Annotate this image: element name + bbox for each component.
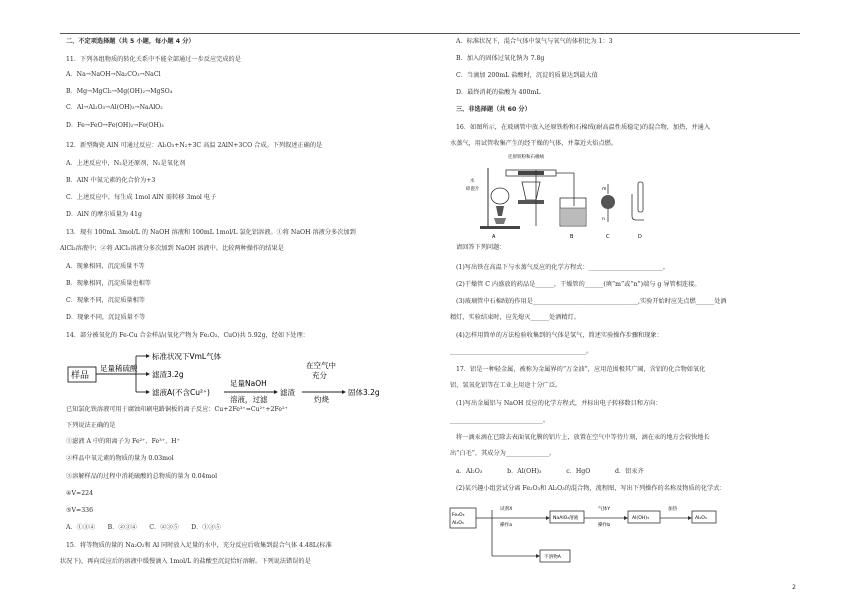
q16-part-4: (4)怎样用简单的方法检验收集到的气体是氢气，简述实验操作步骤和现象： <box>456 332 663 339</box>
q17-part-2: (2)某兴趣小组尝试分离 Fe₂O₃和 Al₂O₃的混合物，流程图，写出下列操作的名称及物质的化学式： <box>456 485 726 492</box>
q11-stem: 11．下列各组物质的转化关系中不能全部通过一步反应完成的是 <box>66 56 241 63</box>
q16-part-1: (1)写出铁在高温下与水蒸气反应的化学方程式：________________________。 <box>456 264 669 271</box>
q14-statement-2: ②样品中氧元素的物质的量为 0.03mol <box>66 455 174 462</box>
q17-part-1-note: 将一滴汞滴在已除去表面氧化膜的铝片上，放置在空气中等待片刻，滴在汞的地方会较快地长 <box>456 434 710 441</box>
q17-stem-cont: 铝、氢氧化铝等在工业上用途十分广泛。 <box>450 382 562 389</box>
q11-option-d: D．Fe→FeO→Fe(OH)₂→Fe(OH)₃ <box>66 122 164 129</box>
q14-stem: 14．部分被氧化的 Fe-Cu 合金样品(氧化产物为 Fe₂O₃、CuO)共 5.92g，经如下处理： <box>66 332 309 339</box>
q15-option-d: D．最终消耗的盐酸为 400mL <box>456 89 541 96</box>
q16-apparatus-figure <box>456 150 656 242</box>
fl-opa-label: 操作a <box>500 523 513 528</box>
header-rule <box>60 33 800 34</box>
q11-option-c: C．Al→Al₂O₃→Al(OH)₃→NaAlO₂ <box>66 104 163 111</box>
q11-option-a: A．Na→NaOH→Na₂CO₃→NaCl <box>66 71 161 78</box>
flow-filtrate-label: 滤液A(不含Cu²⁺) <box>152 388 210 397</box>
q17-flow-diagram <box>448 498 748 570</box>
fig-n-label: n <box>602 217 605 222</box>
q16-stem: 16．如图所示，在玻璃管中放入还原铁粉和石棉绒(耐高温性质稳定)的混合物，加热，并通入 <box>456 124 711 131</box>
q12-option-a: A．上述反应中，N₂是还原剂，N₂是氧化剂 <box>66 160 186 167</box>
fl-aloh3-label: Al(OH)₃ <box>632 516 649 521</box>
q14-ask: 下列说法正确的是 <box>66 422 116 429</box>
q14-flow-diagram <box>66 344 396 414</box>
q13-stem: 13．现有 100mL 3mol/L 的 NaOH 溶液和 100mL 1mol/L 氯化铝溶液。①将 NaOH 溶液分多次加到 <box>66 229 356 236</box>
q17-part-1-blank: ______________________________。 <box>450 417 549 424</box>
section2-heading: 二、不定项选择题（共 5 小题，每小题 4 分） <box>66 38 195 45</box>
flow-air-label: 在空气中 <box>306 361 336 370</box>
flow-residue2-label: 滤渣 <box>280 388 295 397</box>
fig-b-label: B <box>570 234 574 240</box>
q13-option-c: C．现象不同，沉淀质量相等 <box>66 297 145 304</box>
q13-option-d: D．现象不同，沉淀质量不等 <box>66 314 146 321</box>
fig-m-label: m <box>602 187 607 192</box>
q14-statement-1: ①滤液 A 中的阳离子为 Fe²⁺、Fe³⁺、H⁺ <box>66 438 180 445</box>
fig-d-label: D <box>638 234 642 240</box>
fig-c-label: C <box>606 234 610 240</box>
q16-ask: 请回答下列问题： <box>456 244 506 251</box>
q15-option-b: B．加入的固体过氧化钠为 7.8g <box>456 55 545 62</box>
flow-solid-label: 固体3.2g <box>348 388 380 397</box>
q13-stem-cont: AlCl₃溶液中；②将 AlCl₃溶液分多次加到 NaOH 溶液中。比较两种操作的结果是 <box>60 245 284 252</box>
flow-filter-label: 溶液，过滤 <box>230 395 268 404</box>
fig-a-label: A <box>492 234 496 240</box>
fl-opb-label: 操作b <box>598 523 611 528</box>
q16-part-4-cont: ____________________________________________。 <box>450 348 593 355</box>
flow-naoh-label: 足量NaOH <box>230 379 267 388</box>
fig-water-label: 水 <box>470 179 475 184</box>
q13-option-a: A．现象相同，沉淀质量不等 <box>66 263 145 270</box>
q17-stem: 17．铝是一种轻金属，被称为金属界的“万金油”，应用范围极其广阔，含铝的化合物如氧化 <box>456 366 706 373</box>
fl-reagent-label: 试剂X <box>500 507 513 512</box>
q15-option-a: A．标准状况下，混合气体中氢气与氧气的体积比为 1：3 <box>456 38 613 45</box>
fl-naalo2-label: NaAlO₂溶液 <box>553 516 579 521</box>
section3-heading: 三、非选择题（共 60 分） <box>456 106 531 113</box>
fl-mix2-label: Al₂O₃ <box>452 521 464 526</box>
q16-part-2: (2)干燥管 C 内盛放的药品是______，干燥管的______(填“m”或“n”)端与 g 导管相连接。 <box>456 281 701 288</box>
q16-stem-cont: 水蒸气，用试管收集产生的经干燥的气体，并靠近火焰点燃。 <box>450 140 618 147</box>
q14-note: 已知氯化铁溶液可用于腐蚀印刷电路铜板的离子反应：Cu+2Fe³⁺=Cu²⁺+2Fe²⁺ <box>66 406 288 413</box>
fl-heat-label: 加热 <box>668 507 678 512</box>
q15-option-c: C．当滴加 200mL 盐酸时，沉淀的质量达到最大值 <box>456 72 598 79</box>
flow-acid-label: 足量稀硫酸 <box>100 364 138 373</box>
fig-stone-label: 碎瓷片 <box>466 187 480 192</box>
q16-part-3: (3)玻璃管中石棉绒的作用是__________________________________,实验开始时应先点燃______处酒 <box>456 298 727 305</box>
flow-sample-label: 样品 <box>71 371 90 381</box>
flow-residue-label: 滤渣3.2g <box>152 370 184 379</box>
q17-part-1: (1)写出金属铝与 NaOH 反应的化学方程式，并标出电子转移数目和方向： <box>456 400 662 407</box>
q15-stem-cont: 状况下)，再向反应后的溶液中缓慢滴入 1mol/L 的盐酸至沉淀恰好溶解。下列说法错误的是 <box>60 558 311 565</box>
fl-al2o3-label: Al₂O₃ <box>695 516 707 521</box>
q14-statement-3: ③溶解样品的过程中消耗硫酸的总物质的量为 0.04mol <box>66 473 218 480</box>
q14-options: A．①③④ B．②③④ C．②③⑤ D．①③⑤ <box>66 524 221 531</box>
q12-option-d: D．AlN 的摩尔质量为 41g <box>66 211 142 218</box>
q15-stem: 15．将等物质的量的 Na₂O₂和 Al 同时放入足量的水中，充分反应后收集到混合气体 4.48L(标准 <box>66 542 332 549</box>
flow-burn-label: 灼烧 <box>314 395 329 404</box>
flow-gas-label: 标准状况下VmL气体 <box>152 352 222 361</box>
page-number: 2 <box>792 584 796 591</box>
q14-statement-4: ④V=224 <box>66 490 94 497</box>
flow-full-label: 充分 <box>312 371 327 380</box>
q12-option-b: B．AlN 中氮元素的化合价为+3 <box>66 177 156 184</box>
q17-part-1-options: a．Al₂O₃ b．Al(OH)₃ c．HgO d．铝汞齐 <box>456 468 644 475</box>
q14-statement-5: ⑤V=336 <box>66 507 94 514</box>
fl-mix1-label: Fe₂O₃ <box>452 513 465 518</box>
fig-iron-label: 还原铁粉和石棉绒 <box>508 155 544 160</box>
fl-insol-label: 不溶物A <box>544 555 561 560</box>
q16-part-3-cont: 精灯，实验结束时，应先熄灭______处酒精灯。 <box>450 314 580 321</box>
q12-stem: 12．新型陶瓷 AlN 可通过反应：Al₂O₃+N₂+3C 高温 2AlN+3CO 合成。下列叙述正确的是 <box>66 142 323 149</box>
q12-option-c: C．上述反应中，每生成 1mol AlN 需转移 3mol 电子 <box>66 194 217 201</box>
q13-option-b: B．现象相同，沉淀质量也相等 <box>66 280 151 287</box>
q17-part-1-note-cont: 出“白毛”，其成分为______________。 <box>450 450 556 457</box>
q11-option-b: B．Mg→MgCl₂→Mg(OH)₂→MgSO₄ <box>66 88 173 95</box>
fl-gasy-label: 气体Y <box>598 507 610 512</box>
